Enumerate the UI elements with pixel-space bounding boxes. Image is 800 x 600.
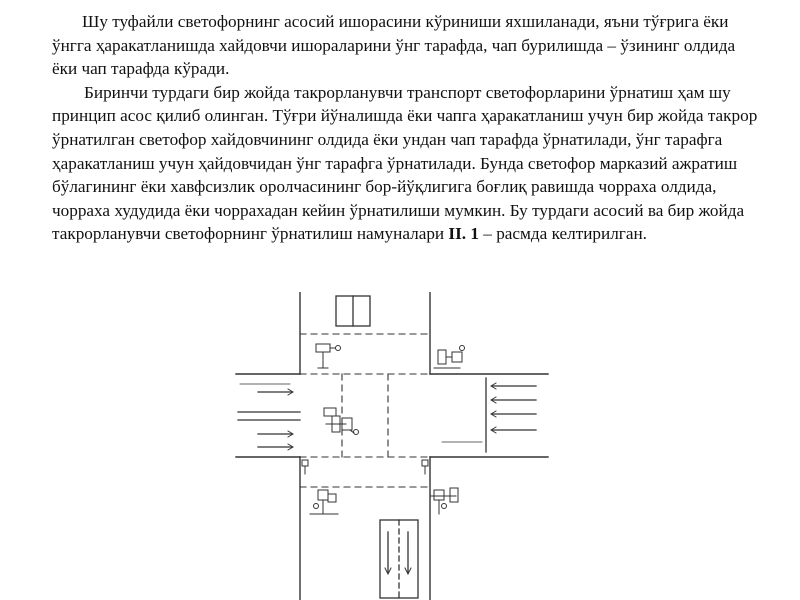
traffic-light-icon [324,408,359,435]
traffic-light-icon [430,488,458,514]
document-text [52,10,764,246]
traffic-light-icon [302,460,428,474]
south-approach [380,520,418,598]
traffic-light-icon [434,346,465,369]
road-edges [236,292,548,600]
paragraph-1: Шу туфайли светофорнинг асосий ишорасини кўриниши яхшиланади, яъни тўғрига ёки ўнгга ҳаракатланишда хайдовчи ишораларини ўнг тарафда, чап бурилишда – ўзининг олдида ёки чап тарафда кўради. [52,12,736,79]
north-approach [336,296,370,326]
paragraph-2-ending: – расмда келтирилган. [479,224,647,244]
crosswalk-lines [300,334,430,487]
paragraph-2-body: Биринчи турдаги бир жойда такрорланувчи транспорт светофорларини ўрнатиш ҳам шу принцип асос қилиб олинган. Тўғри йўналишда ёки чапга ҳаракатланиш учун бир жойда такрор ўрнатилган светофор хайдовчининг олдида ёки ундан чап тарафда ўрнатилади, ўнг тарафга ҳаракатланиш учун ҳайдовчидан ўнг тарафга ўрнатилади. Бунда светофор марказий ажратиш бўлагининг ёки хавфсизлик оролчасининг бор-йўқлигига боғлиқ равишда чорраха олдида, чорраха худудида ёки чоррахадан кейин ўрнатилиши мумкин. Бу турдаги асосий ва бир жойда такрорланувчи светофорнинг ўрнатилиш намуналари [52,82,758,244]
traffic-light-icon [310,490,338,514]
paragraph-2 [52,81,764,246]
figure-reference: II. 1 [448,224,479,244]
intersection-figure [230,292,560,600]
east-approach [442,378,536,452]
traffic-light-icon [316,344,341,368]
west-approach [238,384,300,450]
